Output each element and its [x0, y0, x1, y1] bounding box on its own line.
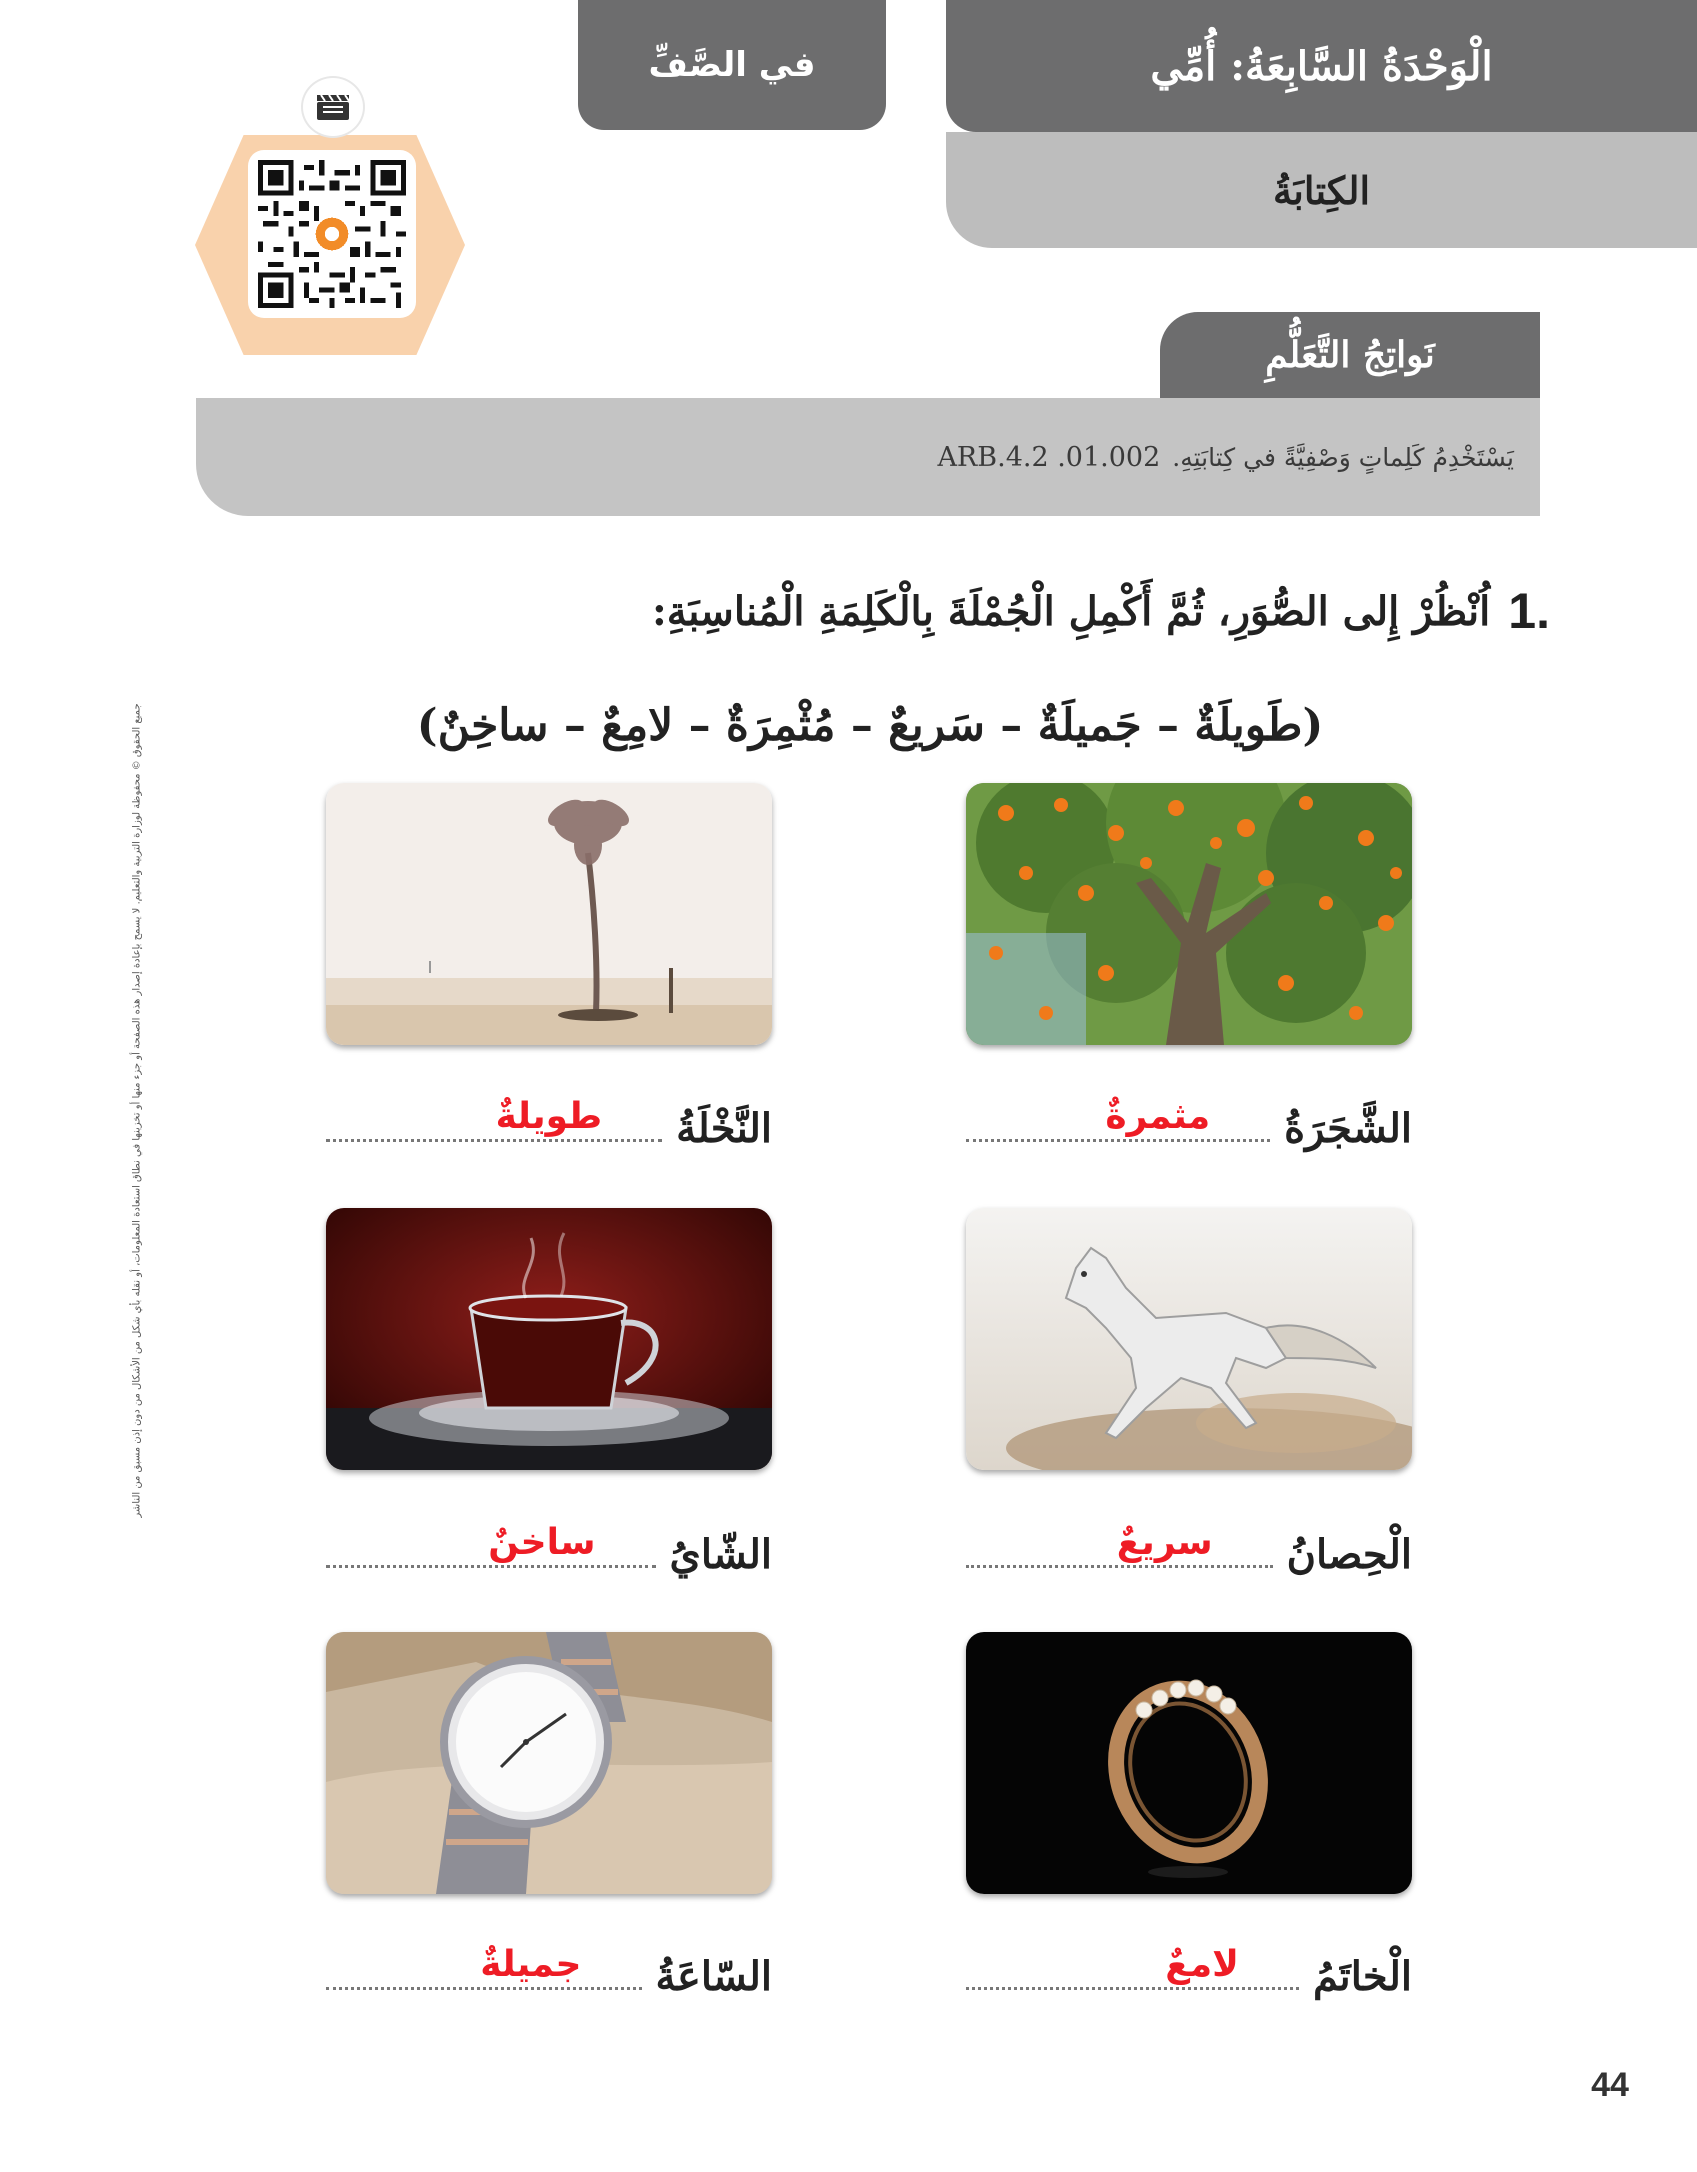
class-tab [578, 0, 886, 130]
answer-field[interactable] [326, 1508, 656, 1568]
unit-title: الْوَحْدَةُ السَّابِعَةُ: أُمِّي [1150, 42, 1493, 90]
learning-outcomes-tab [1160, 312, 1540, 398]
noun-label: الشَّجَرَةُ [1284, 1105, 1412, 1152]
wristwatch-photo [326, 1632, 772, 1894]
word-bank-text: (طَويلَةٌ – جَميلَةٌ – سَريعٌ – مُثْمِرَةٌ – لامِعٌ – ساخِنٌ) [416, 699, 1324, 751]
noun-label: الْخاتَمُ [1312, 1953, 1412, 2000]
ring-photo [966, 1632, 1412, 1894]
answer-text: جميلةٌ [480, 1944, 582, 1985]
noun-label: الْحِصانُ [1286, 1531, 1412, 1578]
answer-text: ساخنٌ [488, 1522, 596, 1563]
answer-line-ring [966, 1930, 1412, 2000]
answer-text: لامعٌ [1165, 1944, 1239, 1985]
question-heading [560, 575, 1550, 647]
section-title-box [946, 132, 1697, 248]
answer-text: سريعٌ [1116, 1522, 1213, 1563]
outcome-code: ARB.4.2 .01.002 [937, 441, 1161, 473]
noun-label: النَّخْلَةُ [676, 1105, 772, 1152]
answer-line-watch [326, 1930, 772, 2000]
clapperboard-icon [303, 78, 363, 136]
answer-field[interactable] [966, 1930, 1299, 1990]
palm-tree-photo [326, 783, 772, 1045]
section-title: الكِتابَةُ [1272, 167, 1371, 213]
horse-photo [966, 1208, 1412, 1470]
question-number: 1. [1508, 583, 1550, 639]
orange-tree-photo [966, 783, 1412, 1045]
noun-label: السّاعَةُ [655, 1953, 772, 2000]
question-text: اُنْظُرْ إِلى الصُّوَرِ، ثُمَّ أَكْمِلِ الْجُمْلَةَ بِالْكَلِمَةِ الْمُناسِبَةِ: [652, 587, 1491, 635]
unit-title-box [946, 0, 1697, 132]
answer-text: مثمرةٌ [1105, 1096, 1211, 1137]
learning-outcomes-bar [196, 398, 1540, 516]
class-label: في الصَّفِّ [648, 45, 816, 85]
side-copyright-text: جميع الحقوق © محفوظة لوزارة التربية والتعليم. لا يسمح بإعادة إصدار هذه الصفحة أو جزء منها أو تخزينها في نطاق استعادة المعلومات، أو نقله بأي شكل من الأشكال من دون إذن مسبق من الناشر [131, 702, 143, 1518]
answer-line-palm [326, 1082, 772, 1152]
answer-field[interactable] [326, 1930, 642, 1990]
learning-outcomes-title: نَواتِجُ التَّعَلُّمِ [1265, 334, 1435, 376]
answer-line-tea [326, 1508, 772, 1578]
tea-cup-photo [326, 1208, 772, 1470]
noun-label: الشّايُ [669, 1531, 772, 1578]
answer-text: طويلةٌ [495, 1096, 603, 1137]
qr-code-icon[interactable] [248, 150, 416, 318]
page-number: 44 [1591, 2066, 1629, 2104]
answer-field[interactable] [326, 1082, 662, 1142]
outcome-description: يَسْتَخْدِمُ كَلِماتٍ وَصْفِيَّةً في كِتابَتِهِ. [1172, 442, 1514, 472]
answer-field[interactable] [966, 1508, 1273, 1568]
word-bank [360, 685, 1380, 765]
side-copyright-note [128, 540, 146, 1680]
answer-field[interactable] [966, 1082, 1270, 1142]
answer-line-tree [966, 1082, 1412, 1152]
answer-line-horse [966, 1508, 1412, 1578]
